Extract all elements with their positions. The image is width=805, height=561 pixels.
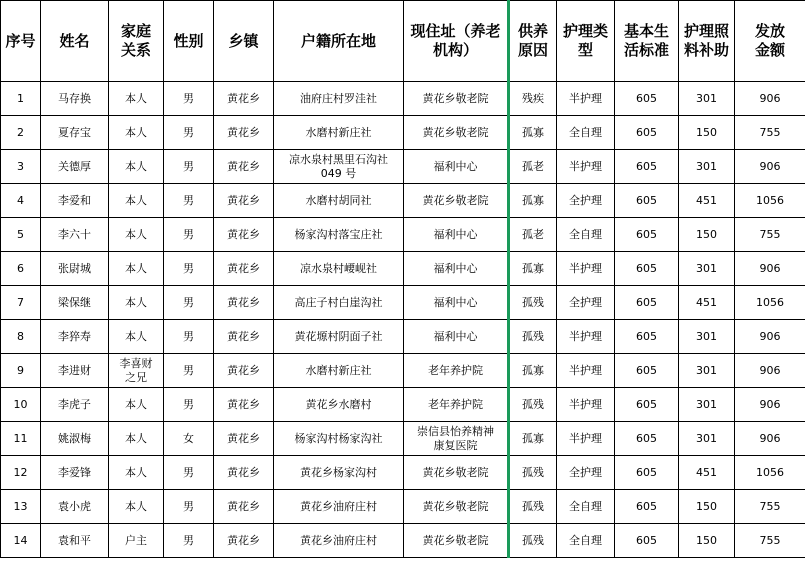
cell-name: 夏存宝 <box>41 116 109 150</box>
cell-township: 黄花乡 <box>214 150 274 184</box>
cell-township: 黄花乡 <box>214 286 274 320</box>
cell-family-relation: 本人 <box>109 388 164 422</box>
cell-care-type: 半护理 <box>557 252 615 286</box>
cell-basic-living-standard: 605 <box>615 150 679 184</box>
cell-household-registration: 杨家沟村落宝庄社 <box>274 218 404 252</box>
cell-index: 10 <box>1 388 41 422</box>
cell-current-address: 黄花乡敬老院 <box>404 490 509 524</box>
table-row <box>1 422 805 456</box>
cell-care-type: 全自理 <box>557 218 615 252</box>
table-row <box>1 456 805 490</box>
cell-name: 李猝寿 <box>41 320 109 354</box>
cell-support-reason: 孤残 <box>509 490 557 524</box>
cell-family-relation: 本人 <box>109 116 164 150</box>
cell-gender: 男 <box>164 354 214 388</box>
cell-gender: 男 <box>164 388 214 422</box>
cell-gender: 男 <box>164 252 214 286</box>
cell-support-reason: 孤残 <box>509 524 557 558</box>
cell-payment-amount: 1056 <box>735 184 805 218</box>
cell-family-relation: 本人 <box>109 150 164 184</box>
table-row <box>1 252 805 286</box>
table-row <box>1 490 805 524</box>
cell-name: 李六十 <box>41 218 109 252</box>
cell-household-registration: 油府庄村罗洼社 <box>274 82 404 116</box>
cell-index: 1 <box>1 82 41 116</box>
header-family-relation: 家庭 关系 <box>109 1 164 82</box>
cell-family-relation: 本人 <box>109 422 164 456</box>
cell-gender: 男 <box>164 524 214 558</box>
table-row <box>1 388 805 422</box>
cell-basic-living-standard: 605 <box>615 320 679 354</box>
cell-care-type: 全护理 <box>557 286 615 320</box>
cell-name: 李爱锋 <box>41 456 109 490</box>
cell-care-type: 半护理 <box>557 150 615 184</box>
cell-care-subsidy: 301 <box>679 252 735 286</box>
table-row <box>1 150 805 184</box>
cell-care-type: 半护理 <box>557 422 615 456</box>
cell-index: 3 <box>1 150 41 184</box>
cell-current-address: 黄花乡敬老院 <box>404 116 509 150</box>
cell-township: 黄花乡 <box>214 524 274 558</box>
header-support-reason: 供养 原因 <box>509 1 557 82</box>
cell-basic-living-standard: 605 <box>615 354 679 388</box>
cell-care-subsidy: 150 <box>679 116 735 150</box>
cell-care-subsidy: 451 <box>679 456 735 490</box>
cell-basic-living-standard: 605 <box>615 218 679 252</box>
cell-payment-amount: 906 <box>735 354 805 388</box>
cell-care-subsidy: 301 <box>679 354 735 388</box>
cell-care-subsidy: 150 <box>679 218 735 252</box>
cell-family-relation: 本人 <box>109 252 164 286</box>
cell-household-registration: 水磨村胡同社 <box>274 184 404 218</box>
header-name: 姓名 <box>41 1 109 82</box>
header-row <box>1 1 805 82</box>
cell-basic-living-standard: 605 <box>615 184 679 218</box>
header-gender: 性别 <box>164 1 214 82</box>
cell-payment-amount: 906 <box>735 82 805 116</box>
cell-support-reason: 孤老 <box>509 150 557 184</box>
cell-support-reason: 孤残 <box>509 320 557 354</box>
header-care-type: 护理类 型 <box>557 1 615 82</box>
cell-basic-living-standard: 605 <box>615 82 679 116</box>
cell-gender: 男 <box>164 184 214 218</box>
cell-basic-living-standard: 605 <box>615 252 679 286</box>
header-household-registration: 户籍所在地 <box>274 1 404 82</box>
cell-support-reason: 孤老 <box>509 218 557 252</box>
cell-support-reason: 孤寡 <box>509 184 557 218</box>
cell-index: 11 <box>1 422 41 456</box>
cell-support-reason: 残疾 <box>509 82 557 116</box>
cell-family-relation: 本人 <box>109 286 164 320</box>
cell-township: 黄花乡 <box>214 218 274 252</box>
cell-index: 9 <box>1 354 41 388</box>
cell-current-address: 福利中心 <box>404 150 509 184</box>
cell-care-subsidy: 301 <box>679 150 735 184</box>
cell-payment-amount: 906 <box>735 388 805 422</box>
cell-care-type: 全自理 <box>557 490 615 524</box>
cell-current-address: 福利中心 <box>404 320 509 354</box>
cell-current-address: 福利中心 <box>404 286 509 320</box>
cell-household-registration: 杨家沟村杨家沟社 <box>274 422 404 456</box>
cell-payment-amount: 755 <box>735 490 805 524</box>
header-township: 乡镇 <box>214 1 274 82</box>
cell-support-reason: 孤寡 <box>509 116 557 150</box>
cell-family-relation: 本人 <box>109 184 164 218</box>
cell-care-subsidy: 301 <box>679 82 735 116</box>
cell-township: 黄花乡 <box>214 320 274 354</box>
table-row <box>1 286 805 320</box>
cell-support-reason: 孤残 <box>509 286 557 320</box>
cell-family-relation: 本人 <box>109 490 164 524</box>
cell-township: 黄花乡 <box>214 388 274 422</box>
cell-township: 黄花乡 <box>214 456 274 490</box>
cell-care-subsidy: 301 <box>679 320 735 354</box>
cell-basic-living-standard: 605 <box>615 422 679 456</box>
cell-name: 梁保继 <box>41 286 109 320</box>
cell-care-type: 半护理 <box>557 82 615 116</box>
table-row <box>1 354 805 388</box>
cell-care-type: 全自理 <box>557 524 615 558</box>
cell-township: 黄花乡 <box>214 422 274 456</box>
cell-current-address: 福利中心 <box>404 218 509 252</box>
cell-name: 李进财 <box>41 354 109 388</box>
cell-payment-amount: 755 <box>735 218 805 252</box>
cell-basic-living-standard: 605 <box>615 286 679 320</box>
cell-name: 李虎子 <box>41 388 109 422</box>
cell-care-type: 全自理 <box>557 116 615 150</box>
cell-name: 李爱和 <box>41 184 109 218</box>
cell-care-type: 全护理 <box>557 184 615 218</box>
cell-payment-amount: 906 <box>735 320 805 354</box>
cell-name: 马存换 <box>41 82 109 116</box>
cell-gender: 男 <box>164 456 214 490</box>
table-row <box>1 320 805 354</box>
cell-household-registration: 黄花乡油府庄村 <box>274 524 404 558</box>
cell-gender: 男 <box>164 490 214 524</box>
cell-gender: 男 <box>164 218 214 252</box>
cell-care-type: 半护理 <box>557 354 615 388</box>
table-row <box>1 116 805 150</box>
cell-name: 袁小虎 <box>41 490 109 524</box>
cell-township: 黄花乡 <box>214 252 274 286</box>
cell-basic-living-standard: 605 <box>615 388 679 422</box>
cell-basic-living-standard: 605 <box>615 524 679 558</box>
cell-payment-amount: 906 <box>735 422 805 456</box>
cell-household-registration: 黄花乡水磨村 <box>274 388 404 422</box>
cell-care-subsidy: 150 <box>679 524 735 558</box>
cell-township: 黄花乡 <box>214 116 274 150</box>
header-payment-amount: 发放 金额 <box>735 1 805 82</box>
cell-care-type: 半护理 <box>557 388 615 422</box>
cell-basic-living-standard: 605 <box>615 490 679 524</box>
table-row <box>1 524 805 558</box>
cell-household-registration: 水磨村新庄社 <box>274 354 404 388</box>
cell-township: 黄花乡 <box>214 354 274 388</box>
cell-care-subsidy: 451 <box>679 286 735 320</box>
cell-current-address: 黄花乡敬老院 <box>404 456 509 490</box>
cell-family-relation: 本人 <box>109 218 164 252</box>
cell-household-registration: 高庄子村白崖沟社 <box>274 286 404 320</box>
cell-family-relation: 本人 <box>109 456 164 490</box>
cell-support-reason: 孤残 <box>509 456 557 490</box>
cell-current-address: 黄花乡敬老院 <box>404 82 509 116</box>
table-row <box>1 218 805 252</box>
cell-care-type: 半护理 <box>557 320 615 354</box>
table-body <box>1 82 805 558</box>
cell-index: 13 <box>1 490 41 524</box>
header-care-subsidy: 护理照 料补助 <box>679 1 735 82</box>
cell-index: 6 <box>1 252 41 286</box>
cell-current-address: 黄花乡敬老院 <box>404 524 509 558</box>
cell-gender: 男 <box>164 286 214 320</box>
cell-care-subsidy: 301 <box>679 388 735 422</box>
cell-payment-amount: 1056 <box>735 456 805 490</box>
cell-payment-amount: 906 <box>735 252 805 286</box>
table-row <box>1 82 805 116</box>
cell-gender: 男 <box>164 116 214 150</box>
cell-support-reason: 孤寡 <box>509 252 557 286</box>
cell-family-relation: 本人 <box>109 320 164 354</box>
cell-payment-amount: 755 <box>735 524 805 558</box>
cell-care-subsidy: 150 <box>679 490 735 524</box>
cell-index: 12 <box>1 456 41 490</box>
cell-gender: 男 <box>164 82 214 116</box>
cell-basic-living-standard: 605 <box>615 116 679 150</box>
cell-name: 袁和平 <box>41 524 109 558</box>
cell-household-registration: 黄花乡油府庄村 <box>274 490 404 524</box>
cell-support-reason: 孤寡 <box>509 422 557 456</box>
cell-index: 7 <box>1 286 41 320</box>
cell-gender: 女 <box>164 422 214 456</box>
cell-family-relation: 户主 <box>109 524 164 558</box>
cell-current-address: 老年养护院 <box>404 354 509 388</box>
cell-index: 8 <box>1 320 41 354</box>
cell-household-registration: 水磨村新庄社 <box>274 116 404 150</box>
cell-family-relation: 本人 <box>109 82 164 116</box>
cell-gender: 男 <box>164 320 214 354</box>
cell-current-address: 黄花乡敬老院 <box>404 184 509 218</box>
cell-support-reason: 孤残 <box>509 388 557 422</box>
cell-index: 5 <box>1 218 41 252</box>
cell-care-subsidy: 301 <box>679 422 735 456</box>
cell-household-registration: 黄花乡杨家沟村 <box>274 456 404 490</box>
cell-payment-amount: 906 <box>735 150 805 184</box>
cell-care-type: 全护理 <box>557 456 615 490</box>
cell-index: 2 <box>1 116 41 150</box>
cell-current-address: 老年养护院 <box>404 388 509 422</box>
table-row <box>1 184 805 218</box>
header-index: 序号 <box>1 1 41 82</box>
cell-name: 姚淑梅 <box>41 422 109 456</box>
cell-household-registration: 黄花塬村阴面子社 <box>274 320 404 354</box>
cell-index: 14 <box>1 524 41 558</box>
cell-payment-amount: 755 <box>735 116 805 150</box>
cell-township: 黄花乡 <box>214 82 274 116</box>
cell-index: 4 <box>1 184 41 218</box>
cell-family-relation: 李喜财 之兄 <box>109 354 164 388</box>
cell-current-address: 福利中心 <box>404 252 509 286</box>
header-current-address: 现住址（养老 机构） <box>404 1 509 82</box>
cell-payment-amount: 1056 <box>735 286 805 320</box>
cell-name: 张尉城 <box>41 252 109 286</box>
cell-care-subsidy: 451 <box>679 184 735 218</box>
cell-support-reason: 孤寡 <box>509 354 557 388</box>
cell-name: 关德厚 <box>41 150 109 184</box>
cell-household-registration: 凉水泉村崾岘社 <box>274 252 404 286</box>
cell-gender: 男 <box>164 150 214 184</box>
cell-household-registration: 凉水泉村黑里石沟社 049 号 <box>274 150 404 184</box>
cell-township: 黄花乡 <box>214 184 274 218</box>
cell-basic-living-standard: 605 <box>615 456 679 490</box>
header-basic-living-standard: 基本生 活标准 <box>615 1 679 82</box>
cell-township: 黄花乡 <box>214 490 274 524</box>
cell-current-address: 崇信县怡养精神 康复医院 <box>404 422 509 456</box>
